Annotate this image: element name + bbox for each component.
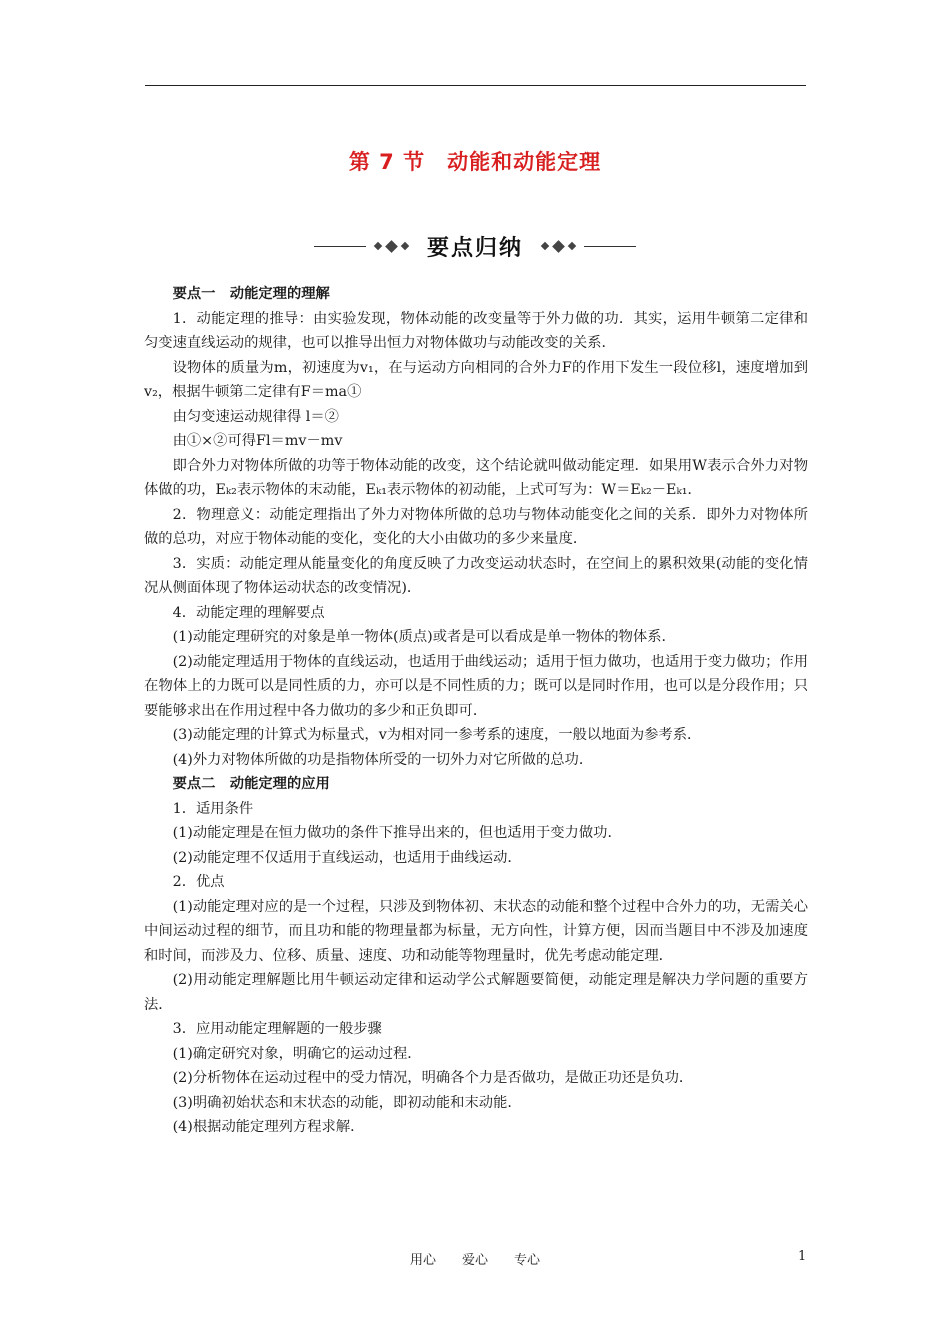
- heading-right-line: [584, 246, 636, 247]
- paragraph: (1)确定研究对象，明确它的运动过程．: [172, 1045, 422, 1062]
- paragraph: (3)动能定理的计算式为标量式，v为相对同一参考系的速度，一般以地面为参考系．: [172, 727, 702, 743]
- section-heading: [0, 232, 950, 260]
- heading-left-line: [314, 246, 366, 247]
- paragraph: (2)用动能定理解题比用牛顿运动定律和运动学公式解题要简便，动能定理是解决力学问题的重要方法．: [144, 972, 808, 1013]
- footer-motto: 用心 爱心 专心: [409, 1253, 540, 1268]
- paragraph: (1)动能定理是在恒力做功的条件下推导出来的，但也适用于变力做功．: [172, 825, 622, 841]
- paragraph: (3)明确初始状态和末状态的动能，即初动能和末动能．: [172, 1094, 522, 1111]
- subsection-heading: 要点二 动能定理的应用: [172, 776, 330, 792]
- header-rule: [145, 85, 806, 86]
- paragraph: 由①×②可得Fl＝mv－mv: [172, 433, 343, 449]
- paragraph: 2．物理意义：动能定理指出了外力对物体所做的总功与物体动能变化之间的关系．即外力对物体所做的总功，对应于物体动能的变化，变化的大小由做功的多少来量度．: [144, 506, 808, 547]
- paragraph: (1)动能定理对应的是一个过程，只涉及到物体初、末状态的动能和整个过程中合外力的功，无需关心中间运动过程的细节，而且功和能的物理量都为标量，无方向性，计算方便，因而当题目中不涉及加速度和时间，而涉及力、位移、质量、速度、功和动能等物理量时，优先考虑动能定理．: [144, 898, 808, 964]
- paragraph: 4．动能定理的理解要点: [172, 604, 325, 621]
- paragraph: 3．应用动能定理解题的一般步骤: [172, 1021, 382, 1037]
- left-ornament-icon: [372, 242, 411, 251]
- paragraph: 1．动能定理的推导：由实验发现，物体动能的改变量等于外力做的功．其实，运用牛顿第二定律和匀变速直线运动的规律，也可以推导出恒力对物体做功与动能改变的关系．: [144, 310, 808, 351]
- paragraph: (4)根据动能定理列方程求解．: [172, 1119, 365, 1135]
- paragraph: 设物体的质量为m，初速度为v₁，在与运动方向相同的合外力F的作用下发生一段位移l，速度增加到v₂，根据牛顿第二定律有F＝ma①: [144, 359, 808, 400]
- paragraph: 3．实质：动能定理从能量变化的角度反映了力改变运动状态时，在空间上的累积效果(动能的变化情况从侧面体现了物体运动状态的改变情况)．: [144, 555, 808, 596]
- page-title: 第 7 节 动能和动能定理: [348, 150, 602, 174]
- subsection-heading: 要点一 动能定理的理解: [172, 286, 330, 302]
- right-ornament-icon: [539, 242, 578, 251]
- paragraph: 由匀变速运动规律得 l＝②: [172, 408, 339, 425]
- paragraph: 2．优点: [172, 874, 225, 890]
- paragraph: (4)外力对物体所做的功是指物体所受的一切外力对它所做的总功．: [172, 751, 594, 768]
- paragraph: (2)动能定理适用于物体的直线运动，也适用于曲线运动；适用于恒力做功，也适用于变力做功；作用在物体上的力既可以是同性质的力，亦可以是不同性质的力；既可以是同时作用，也可以是分段作用；只要能够求出在作用过程中各力做功的多少和正负即可．: [144, 653, 808, 719]
- paragraph: 1．适用条件: [172, 800, 254, 817]
- paragraph: (2)动能定理不仅适用于直线运动，也适用于曲线运动．: [172, 849, 522, 866]
- body-text: [144, 282, 808, 1140]
- paragraph: 即合外力对物体所做的功等于物体动能的改变，这个结论就叫做动能定理．如果用W表示合外力对物体做的功，Eₖ₂表示物体的末动能，Eₖ₁表示物体的初动能，上式可写为：W＝Eₖ₂－Eₖ₁.: [144, 457, 808, 498]
- paragraph: (1)动能定理研究的对象是单一物体(质点)或者是可以看成是单一物体的物体系．: [172, 629, 676, 645]
- page-number: 1: [798, 1249, 807, 1264]
- paragraph: (2)分析物体在运动过程中的受力情况，明确各个力是否做功，是做正功还是负功．: [172, 1070, 694, 1086]
- section-heading-text: 要点归纳: [426, 235, 523, 261]
